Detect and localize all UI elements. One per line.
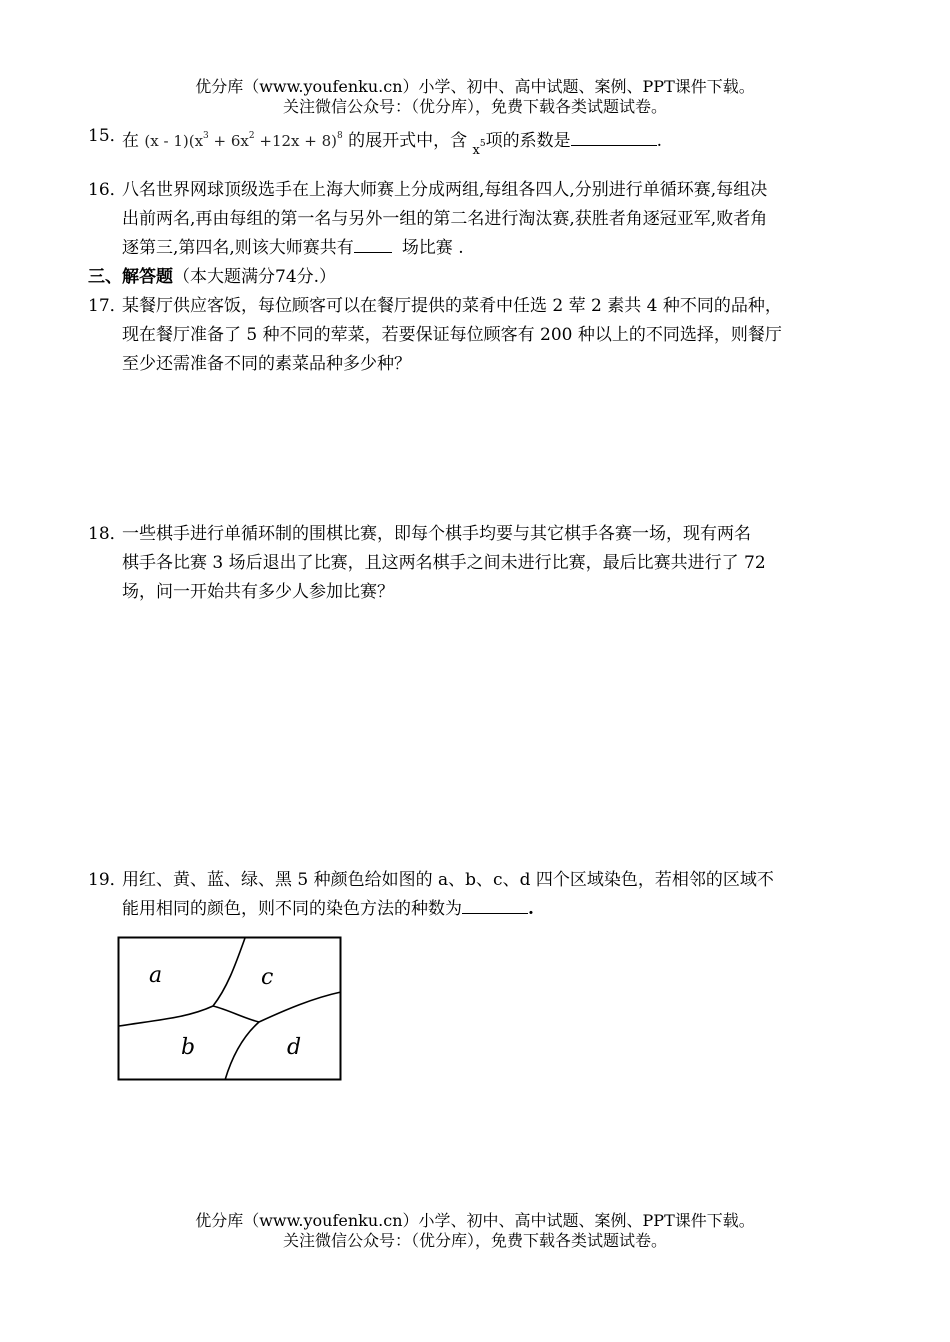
q18-line-2: 棋手各比赛 3 场后退出了比赛，且这两名棋手之间未进行比赛，最后比赛共进行了 72 [122,553,766,573]
q15-prefix: 在 [122,131,139,151]
header-line-2: 关注微信公众号：（优分库），免费下载各类试题试卷。 [282,97,667,116]
region-label-c: c [261,965,274,990]
q17-line-3: 至少还需准备不同的素菜品种多少种？ [122,354,411,374]
answer-blank-19[interactable] [462,895,528,914]
q18-line-3: 场，问一开始共有多少人参加比赛？ [122,582,394,602]
q15-term: x5 [472,139,486,158]
q19-line-1: 用红、黄、蓝、绿、黑 5 种颜色给如图的 a、b、c、d 四个区域染色，若相邻的区域不 [122,870,774,890]
diagram-border [119,938,341,1080]
footer-line-1: 优分库（www.youfenku.cn）小学、初中、高中试题、案例、PPT课件下载。 [195,1211,755,1230]
q18-line-1: 一些棋手进行单循环制的围棋比赛，即每个棋手均要与其它棋手各赛一场，现有两名 [122,524,751,544]
section-heading: 三、解答题（本大题满分74分.） [88,267,337,287]
question-number: 15． [88,126,127,146]
question-number: 18． [88,524,127,544]
q16-line-3: 逐第三,第四名,则该大师赛共有 [122,238,354,258]
q16-line-2: 出前两名,再由每组的第一名与另外一组的第二名进行淘汰赛,获胜者角逐冠亚军,败者角 [122,209,768,229]
question-number: 19． [88,870,127,890]
q15-suffix: 项的系数是 [485,131,571,151]
question-18 [88,520,868,607]
answer-blank-16[interactable] [354,234,392,253]
question-17 [88,292,868,379]
question-number: 17． [88,296,127,316]
q17-line-2: 现在餐厅准备了 5 种不同的荤菜，若要保证每位顾客有 200 种以上的不同选择，则餐厅 [122,325,782,345]
q19-line-2: 能用相同的颜色，则不同的染色方法的种数为 [122,899,462,919]
region-label-a: a [149,963,163,988]
answer-blank-15[interactable] [571,127,657,146]
region-diagram [117,936,343,1084]
q17-line-1: 某餐厅供应客饭，每位顾客可以在餐厅提供的菜肴中任选 2 荤 2 素共 4 种不同的品种， [122,296,782,316]
question-19: 19． 用红、黄、蓝、绿、黑 5 种颜色给如图的 a、b、c、d 四个区域染色，若相邻的区域不 能用相同的颜色，则不同的染色方法的种数为 . [88,866,868,924]
q16-line-1: 八名世界网球顶级选手在上海大师赛上分成两组,每组各四人,分别进行单循环赛,每组决 [122,180,768,200]
question-16: 16． 八名世界网球顶级选手在上海大师赛上分成两组,每组各四人,分别进行单循环赛,每组决 出前两名,再由每组的第一名与另外一组的第二名进行淘汰赛,获胜者角逐冠亚军,败者角 逐第三,第四名,则该大师赛共有 场比赛 . [88,176,868,263]
region-label-d: d [287,1035,302,1060]
question-15: 15． 在 $(x - 1)(x^3 + 6x^2 +12x + 8)^8$ 的展开式中，含 $_{x^5}$项的系数是 . [88,122,868,157]
q15-expression: $(x - 1)(x^3 + 6x^2 +12x + 8)^8$ [144,131,343,150]
section-note: （本大题满分74分.） [173,267,337,287]
footer-line-2: 关注微信公众号：（优分库），免费下载各类试题试卷。 [282,1231,667,1250]
region-label-b: b [181,1035,196,1060]
question-number: 16． [88,180,127,200]
q15-mid: 的展开式中，含 [348,131,468,151]
header-line-1: 优分库（www.youfenku.cn）小学、初中、高中试题、案例、PPT课件下载。 [195,77,755,96]
